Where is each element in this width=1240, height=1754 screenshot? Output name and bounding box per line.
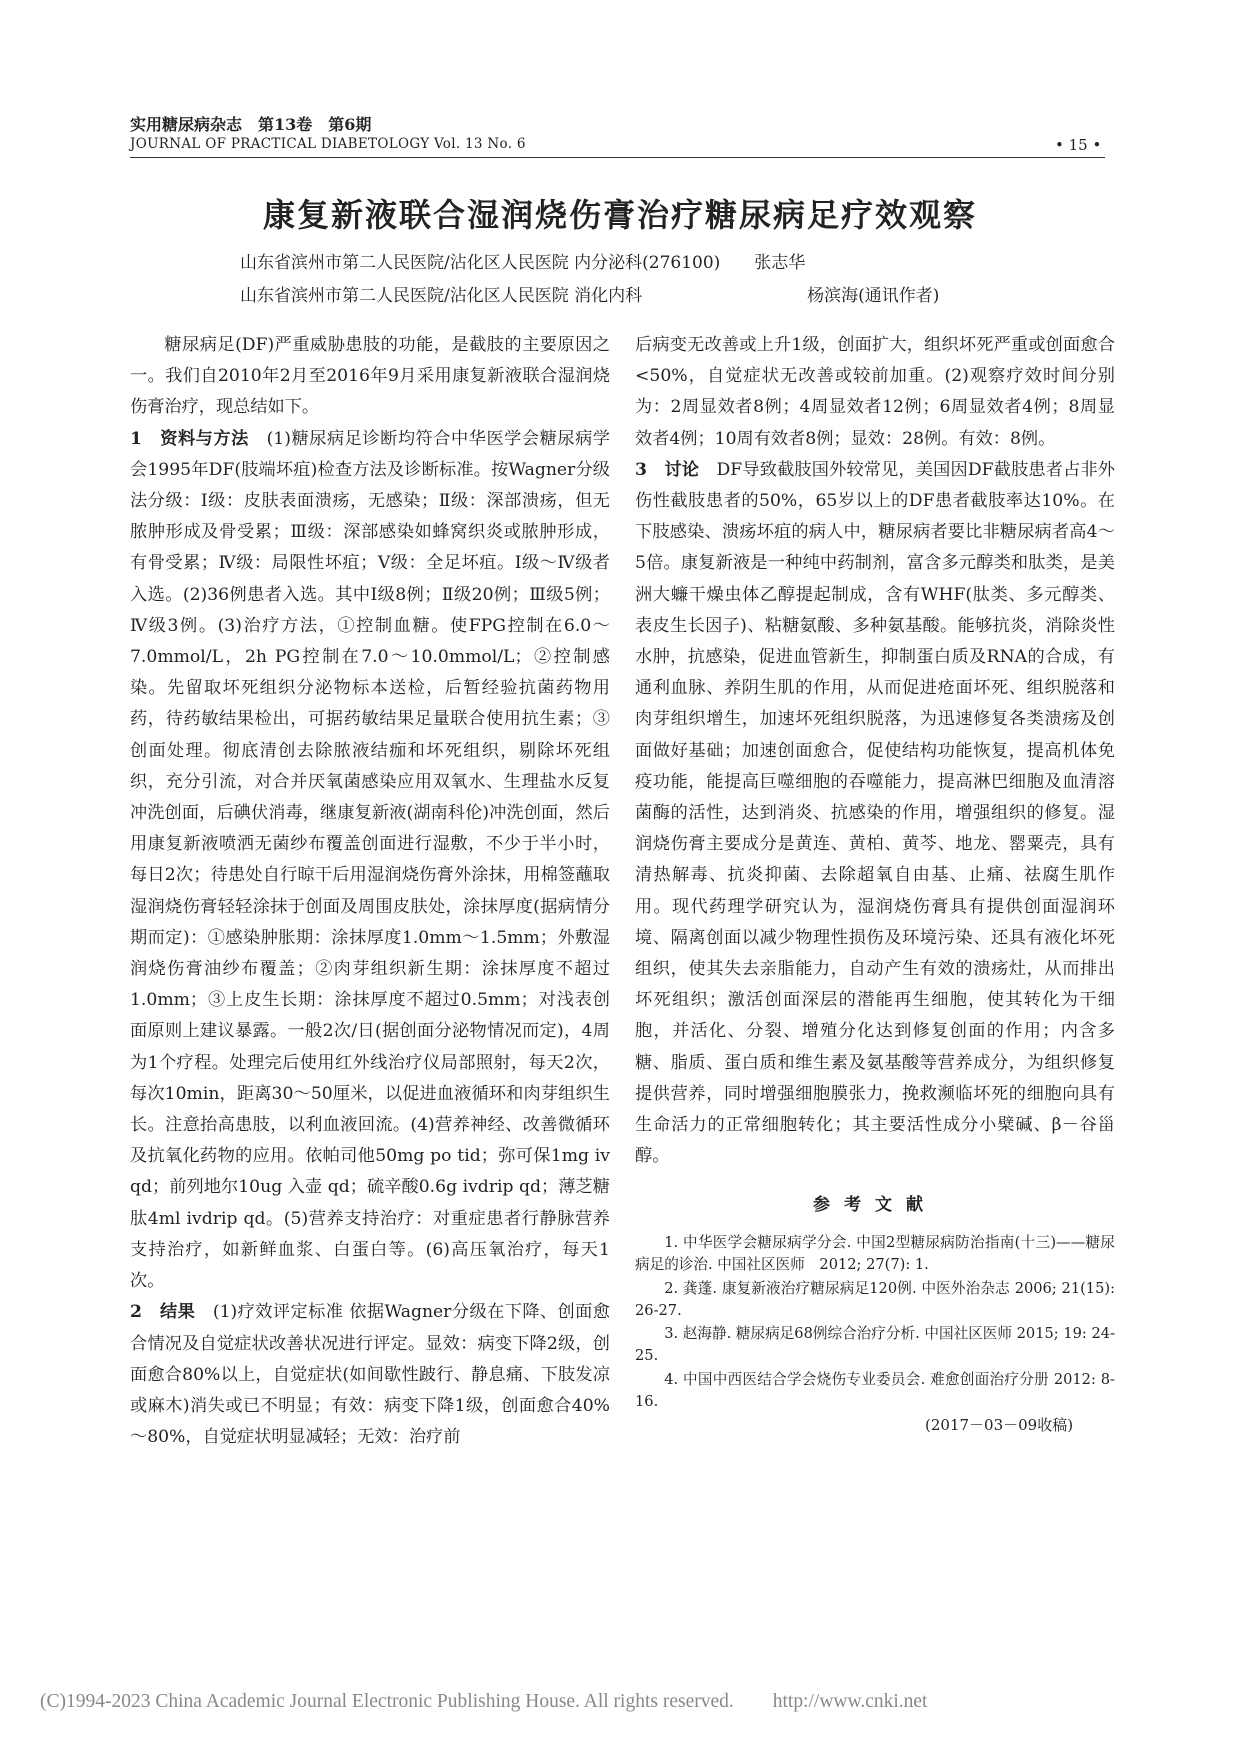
reference-item: 3. 赵海静. 糖尿病足68例综合治疗分析. 中国社区医师 2015; 19: 24-25. [635, 1325, 1115, 1365]
reference-list [635, 1232, 1115, 1414]
received-date: (2017－03－09收稿) [925, 1416, 1074, 1434]
methods-text: (1)糖尿病足诊断均符合中华医学会糖尿病学会1995年DF(肢端坏疽)检查方法及诊断标准。按Wagner分级法分级：Ⅰ级：皮肤表面溃疡，无感染；Ⅱ级：深部溃疡，但无脓肿形成及骨受累；Ⅲ级：深部感染如蜂窝织炎或脓肿形成，有骨受累；Ⅳ级：局限性坏疽；Ⅴ级：全足坏疽。Ⅰ级～Ⅳ级者入选。(2)36例患者入选。其中Ⅰ级8例；Ⅱ级20例；Ⅲ级5例；Ⅳ级3例。(3)治疗方法，①控制血糖。使FPG控制在6.0～7.0mmol/L，2h PG控制在7.0～10.0mmol/L；②控制感染。先留取坏死组织分泌物标本送检，后暂经验抗菌药物用药，待药敏结果检出，可据药敏结果足量联合使用抗生素；③创面处理。彻底清创去除脓液结痂和坏死组织，剔除坏死组织，充分引流，对合并厌氧菌感染应用双氧水、生理盐水反复冲洗创面，后碘伏消毒，继康复新液(湖南科伦)冲洗创面，然后用康复新液喷洒无菌纱布覆盖创面进行湿敷，不少于半小时，每日2次；待患处自行晾干后用湿润烧伤膏外涂抹，用棉签蘸取湿润烧伤膏轻轻涂抹于创面及周围皮肤处，涂抹厚度(据病情分期而定)：①感染肿胀期：涂抹厚度1.0mm～1.5mm；外敷湿润烧伤膏油纱布覆盖；②肉芽组织新生期：涂抹厚度不超过1.0mm；③上皮生长期：涂抹厚度不超过0.5mm；对浅表创面原则上建议暴露。一般2次/日(据创面分泌物情况而定)，4周为1个疗程。处理完后使用红外线治疗仪局部照射，每天2次，每次10min，距离30～50厘米，以促进血液循环和肉芽组织生长。注意抬高患肢，以利血液回流。(4)营养神经、改善微循环及抗氧化药物的应用。依帕司他50mg po tid；弥可保1mg iv qd；前列地尔10ug 入壶 qd；硫辛酸0.6g ivdrip qd；薄芝糖肽4ml ivdrip qd。(5)营养支持治疗：对重症患者行静脉营养支持治疗，如新鲜血浆、白蛋白等。(6)高压氧治疗，每天1次。 [130, 428, 610, 1292]
section-heading-discussion: 3 讨论 [635, 459, 700, 480]
article-title: 康复新液联合湿润烧伤膏治疗糖尿病足疗效观察 [262, 196, 977, 234]
methods-paragraph [130, 424, 610, 1298]
results-continued: 后病变无改善或上升1级，创面扩大，组织坏死严重或创面愈合<50%，自觉症状无改善或较前加重。(2)观察疗效时间分别为：2周显效者8例；4周显效者12例；6周显效者4例；8周显效者4例；10周有效者8例；显效：28例。有效：8例。 [635, 335, 1115, 449]
section-heading-results: 2 结果 [130, 1302, 196, 1323]
header-divider [130, 157, 1105, 158]
reference-item: 4. 中国中西医结合学会烧伤专业委员会. 难愈创面治疗分册 2012: 8-16. [635, 1370, 1115, 1411]
journal-header-english: JOURNAL OF PRACTICAL DIABETOLOGY Vol. 13 No. 6 [130, 136, 526, 152]
reference-item: 2. 龚蓬. 康复新液治疗糖尿病足120例. 中医外治杂志 2006; 21(15): 26-27. [635, 1279, 1115, 1319]
references-heading: 参考文献 [813, 1195, 937, 1215]
copyright-footer: (C)1994-2023 China Academic Journal Electronic Publishing House. All rights reserved. http://www.cnki.net [40, 1691, 928, 1712]
section-heading-methods: 1 资料与方法 [130, 428, 249, 449]
reference-item: 1. 中华医学会糖尿病学分会. 中国2型糖尿病防治指南(十三)——糖尿病足的诊治. 中国社区医师 2012; 27(7): 1. [635, 1234, 1115, 1274]
left-column [130, 330, 610, 1453]
intro-paragraph: 糖尿病足(DF)严重威胁患肢的功能，是截肢的主要原因之一。我们自2010年2月至2016年9月采用康复新液联合湿润烧伤膏治疗，现总结如下。 [130, 335, 610, 418]
results-text: (1)疗效评定标准 依据Wagner分级在下降、创面愈合情况及自觉症状改善状况进行评定。显效：病变下降2级，创面愈合80%以上，自觉症状(如间歇性跛行、静息痛、下肢发凉或麻木)消失或已不明显；有效：病变下降1级，创面愈合40%～80%，自觉症状明显减轻；无效：治疗前 [130, 1302, 610, 1448]
results-paragraph [130, 1297, 610, 1453]
affiliation-1-org: 山东省滨州市第二人民医院/沾化区人民医院 内分泌科(276100) [240, 253, 721, 273]
right-column [635, 330, 1115, 1172]
journal-header-chinese: 实用糖尿病杂志 第13卷 第6期 [130, 115, 372, 134]
affiliation-2-org: 山东省滨州市第二人民医院/沾化区人民医院 消化内科 [240, 286, 643, 306]
affiliation-1 [240, 248, 805, 273]
affiliation-2-author: 杨滨海(通讯作者) [807, 286, 940, 306]
affiliation-2 [240, 281, 939, 306]
discussion-paragraph [635, 455, 1115, 1173]
discussion-text: DF导致截肢国外较常见，美国因DF截肢患者占非外伤性截肢患者的50%，65岁以上的DF患者截肢率达10%。在下肢感染、溃疡坏疽的病人中，糖尿病者要比非糖尿病者高4～5倍。康复新液是一种纯中药制剂，富含多元醇类和肽类，是美洲大蠊干燥虫体乙醇提起制成，含有WHF(肽类、多元醇类、表皮生长因子)、粘糖氨酸、多种氨基酸。能够抗炎，消除炎性水肿，抗感染，促进血管新生，抑制蛋白质及RNA的合成，有通利血脉、养阴生肌的作用，从而促进疮面坏死、组织脱落和肉芽组织增生，加速坏死组织脱落，为迅速修复各类溃疡及创面做好基础；加速创面愈合，促使结构功能恢复，提高机体免疫功能，能提高巨噬细胞的吞噬能力，提高淋巴细胞及血清溶菌酶的活性，达到消炎、抗感染的作用，增强组织的修复。湿润烧伤膏主要成分是黄连、黄柏、黄芩、地龙、罂粟壳，具有清热解毒、抗炎抑菌、去除超氧自由基、止痛、祛腐生肌作用。现代药理学研究认为，湿润烧伤膏具有提供创面湿润环境、隔离创面以减少物理性损伤及环境污染、还具有液化坏死组织，使其失去亲脂能力，自动产生有效的溃疡灶，从而排出坏死组织；激活创面深层的潜能再生细胞，使其转化为干细胞，并活化、分裂、增殖分化达到修复创面的作用；内含多糖、脂质、蛋白质和维生素及氨基酸等营养成分，为组织修复提供营养，同时增强细胞膜张力，挽救濒临坏死的细胞向具有生命活力的正常细胞转化；其主要活性成分小檗碱、β－谷甾醇。 [635, 459, 1115, 1167]
affiliation-1-author: 张志华 [754, 253, 806, 273]
page-number: • 15 • [1055, 136, 1102, 154]
